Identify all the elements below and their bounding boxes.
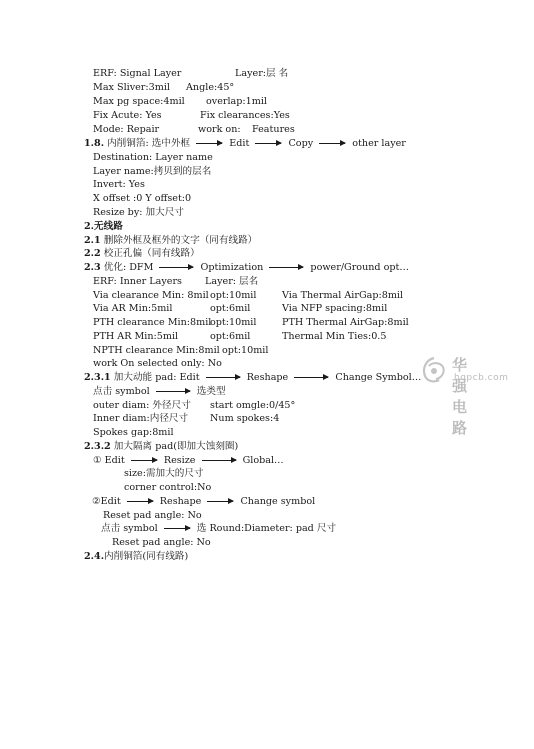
destination-line — [93, 152, 213, 164]
text: power/Ground opt… — [310, 262, 409, 273]
via-ar-line — [93, 303, 388, 315]
text: opt:10mil — [210, 290, 257, 301]
text: overlap:1mil — [206, 96, 267, 107]
text: Reshape — [159, 496, 202, 507]
arrow-right-icon — [131, 460, 157, 461]
layer-name-line — [93, 166, 211, 178]
text: Reset pad angle: No — [103, 510, 202, 521]
section-number: 2.4. — [84, 551, 105, 562]
text: Via AR Min:5mil — [93, 303, 173, 314]
text: Layer name:拷贝到的层名 — [93, 166, 212, 177]
text: PTH clearance Min:8mil — [93, 317, 212, 328]
section-number: 2.2 — [84, 248, 101, 259]
section-2-4-line — [84, 551, 188, 563]
arrow-right-icon — [206, 377, 240, 378]
text: PTH Thermal AirGap:8mil — [282, 317, 409, 328]
arrow-right-icon — [159, 267, 193, 268]
arrow-right-icon — [202, 460, 236, 461]
text: outer diam: 外径尺寸 — [93, 400, 191, 411]
text: Max Sliver:3mil — [93, 82, 170, 93]
inner-diam-line — [93, 413, 280, 425]
text: NPTH clearance Min:8mil — [93, 345, 220, 356]
text: Via NFP spacing:8mil — [282, 303, 388, 314]
text: Resize — [163, 455, 196, 466]
resize-line — [93, 207, 184, 219]
text: Via Thermal AirGap:8mil — [282, 290, 404, 301]
text: work on: — [198, 124, 241, 135]
npth-clearance-line — [93, 345, 269, 357]
pth-clearance-line — [93, 317, 409, 329]
text: ERF: Signal Layer — [93, 68, 182, 79]
click-symbol-round-line — [101, 523, 336, 535]
watermark-url: hqpcb.com — [454, 373, 509, 383]
erf-signal-layer-line — [93, 68, 289, 80]
reset-pad-angle-line-2 — [112, 537, 211, 549]
pth-ar-line — [93, 331, 387, 343]
section-2-3-1-line — [84, 372, 421, 384]
erf-inner-layers-line — [93, 276, 259, 288]
arrow-right-icon — [127, 501, 153, 502]
text: 加大动能 pad: Edit — [113, 372, 200, 383]
arrow-right-icon — [196, 143, 222, 144]
text: work On selected only: No — [93, 358, 222, 369]
section-2-heading — [84, 221, 123, 233]
heading-text: 无线路 — [94, 221, 123, 232]
section-number: 2.1 — [84, 235, 101, 246]
text: Change Symbol… — [335, 372, 422, 383]
text: ②Edit — [92, 496, 121, 507]
text: Num spokes:4 — [210, 413, 280, 424]
corner-control-line — [124, 482, 211, 494]
section-2-1-line — [84, 235, 257, 247]
text: Copy — [288, 138, 314, 149]
click-symbol-line — [93, 386, 226, 398]
step-2-line — [92, 496, 315, 508]
text: Invert: Yes — [93, 179, 145, 190]
arrow-right-icon — [269, 267, 303, 268]
text: Features — [252, 124, 295, 135]
fix-acute-line — [93, 110, 290, 122]
text: 加大隔离 pad(即加大蚀刻圈) — [113, 441, 239, 452]
text: Inner diam:内径尺寸 — [93, 413, 189, 424]
outer-diam-line — [93, 400, 296, 412]
text: opt:10mil — [222, 345, 269, 356]
text: Layer:层 名 — [235, 68, 289, 79]
text: 删除外框及框外的文字（同有线路） — [103, 235, 258, 246]
mode-repair-line — [93, 124, 295, 136]
section-2-3-2-line — [84, 441, 238, 453]
section-number: 2.3.1 — [84, 372, 111, 383]
text: Fix Acute: Yes — [93, 110, 162, 121]
work-on-selected-line — [93, 358, 222, 370]
text: 选类型 — [196, 386, 226, 397]
text: ① Edit — [93, 455, 125, 466]
via-clearance-line — [93, 290, 404, 302]
text: Max pg space:4mil — [93, 96, 185, 107]
text: 点击 symbol — [93, 386, 150, 397]
text: Change symbol — [240, 496, 316, 507]
section-number: 2. — [84, 221, 95, 232]
arrow-right-icon — [207, 501, 233, 502]
text: Mode: Repair — [93, 124, 160, 135]
text: 校正孔偏（同有线路） — [103, 248, 200, 259]
max-sliver-line — [93, 82, 235, 94]
arrow-right-icon — [294, 377, 328, 378]
section-2-3-line — [84, 262, 409, 274]
text: Reshape — [246, 372, 289, 383]
section-1-8-line — [84, 138, 406, 150]
text: Thermal Min Ties:0.5 — [282, 331, 387, 342]
size-line — [124, 468, 204, 480]
text: 点击 symbol — [101, 523, 158, 534]
text: X offset :0 Y offset:0 — [93, 193, 192, 204]
text: Reset pad angle: No — [112, 537, 211, 548]
arrow-right-icon — [319, 143, 345, 144]
text: size:需加大的尺寸 — [124, 468, 204, 479]
text: Spokes gap:8mil — [93, 427, 174, 438]
text: 内削铜箔: 选中外框 — [107, 138, 191, 149]
text: Via clearance Min: 8mil — [93, 290, 209, 301]
offset-line — [93, 193, 191, 205]
reset-pad-angle-line — [103, 510, 202, 522]
text: 选 Round:Diameter: pad 尺寸 — [196, 523, 337, 534]
text: Destination: Layer name — [93, 152, 213, 163]
spokes-gap-line — [93, 427, 174, 439]
text: opt:6mil — [210, 303, 251, 314]
arrow-right-icon — [156, 391, 190, 392]
arrow-right-icon — [255, 143, 281, 144]
text: opt:6mil — [210, 331, 251, 342]
hqpcb-logo-icon — [420, 356, 448, 384]
text: Optimization — [200, 262, 264, 273]
text: Angle:45° — [186, 82, 235, 93]
invert-line — [93, 179, 145, 191]
text: other layer — [352, 138, 406, 149]
text: start omgle:0/45° — [210, 400, 296, 411]
text: 内削铜箔(同有线路) — [104, 551, 189, 562]
text: Edit — [229, 138, 250, 149]
section-number: 1.8. — [84, 138, 105, 149]
section-number: 2.3.2 — [84, 441, 111, 452]
max-pg-space-line — [93, 96, 267, 108]
text: Resize by: 加大尺寸 — [93, 207, 184, 218]
text: Global… — [242, 455, 284, 466]
text: 优化: DFM — [103, 262, 154, 273]
arrow-right-icon — [164, 528, 190, 529]
text: PTH AR Min:5mil — [93, 331, 179, 342]
section-number: 2.3 — [84, 262, 101, 273]
text: Fix clearances:Yes — [200, 110, 290, 121]
text: Layer: 层名 — [205, 276, 259, 287]
step-1-line — [93, 455, 284, 467]
watermark-name: 华强电路 — [452, 356, 469, 437]
text: opt:10mil — [210, 317, 257, 328]
text: ERF: Inner Layers — [93, 276, 182, 287]
section-2-2-line — [84, 248, 200, 260]
text: corner control:No — [124, 482, 212, 493]
